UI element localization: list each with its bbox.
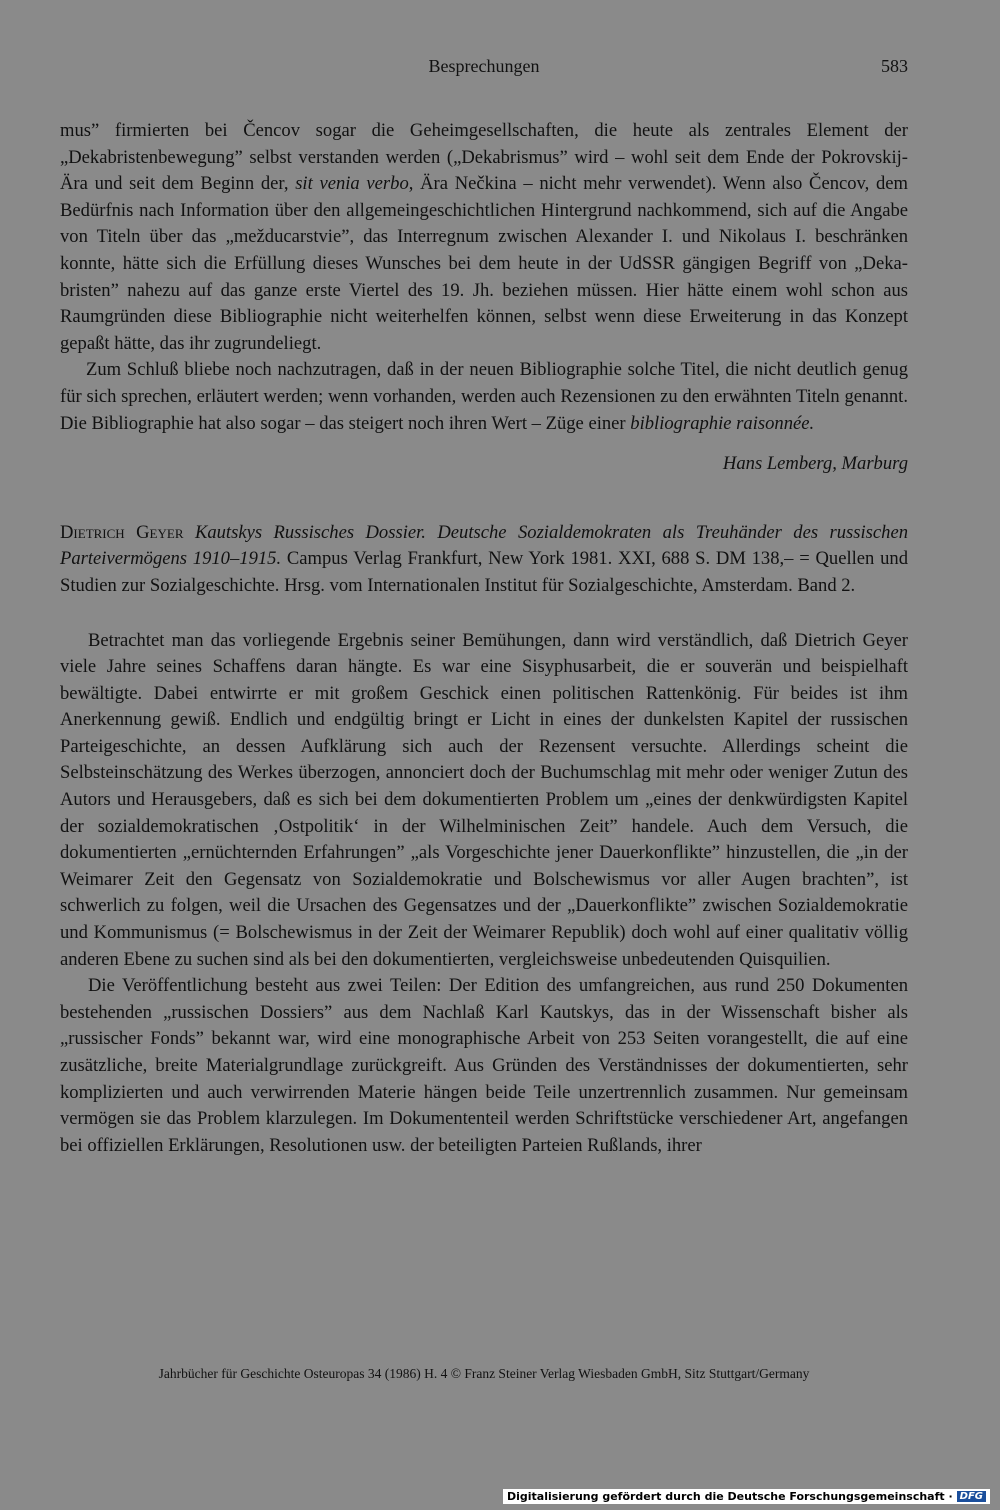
page-header	[60, 56, 908, 84]
review1-p1-text2: , Ära Nečkina – nicht mehr verwendet). Wenn also Čencov, dem Bedürfnis nach Information über den allgemeingeschichtlichen Hintergrund nachkommend, sich auf die Angabe von Titeln über das „mežducarstvie”, das Interregnum zwischen Alexander I. und Nikolaus I. beschränken konnte, hätte sich die Erfüllung dieses Wunsches bei dem heute in der UdSSR gängigen Begriff von „Dekabristen” nahezu auf das ganze erste Viertel des 19. Jh. beziehen müssen. Hier hätte einem wohl schon aus Raumgründen diese Bibliographie nicht weiterhelfen können, selbst wenn diese Erweiterung in das Konzept gepaßt hätte, das ihr zugrundeliegt.	[60, 173, 909, 354]
review2-biblio: Campus Verlag Frankfurt, New York 1981. XXI, 688 S. DM 138,– = Quellen und Studien zur Sozialgeschichte. Hrsg. vom Internationalen Institut für Sozialgeschichte, Amsterdam. Band 2.	[60, 548, 908, 596]
review1-p2-italic: bibliographie raisonnée.	[630, 412, 815, 434]
review2-paragraph-1: Betrachtet man das vorliegende Ergebnis seiner Bemühungen, dann wird verständlich, daß Dietrich Geyer viele Jahre seines Schaffens daran hängte. Es war eine Sisyphusarbeit, die er souverän und beispielhaft bewältigte. Dabei entwirrte er mit großem Geschick einen politischen Rattenkönig. Für beides ist ihm Anerkennung gewiß. Endlich und endgültig bringt er Licht in eines der dunkelsten Kapitel der russischen Parteigeschichte, an dessen Aufklärung sich auch der Rezensent versuchte. Allerdings scheint die Selbsteinschätzung des Werkes überzogen, annonciert doch der Buchumschlag mit mehr oder weniger Zutun des Autors und Herausgebers, daß es sich bei dem dokumentierten Problem um „eines der denkwürdigsten Kapitel der sozialdemokratischen ‚Ostpolitik‘ in der Wilhelminischen Zeit” handele. Auch dem Versuch, die dokumentierten „ernüchternden Erfahrungen” „als Vorgeschichte jener Dauerkonflikte” hinzustellen, die „in der Weimarer Zeit den Gegensatz von Sozialdemokratie und Bolschewismus vor aller Augen brachten”, ist schwerlich zu folgen, weil die Ursachen des Gegensatzes und der „Dauerkonflikte” zwischen Sozialdemokratie und Kommunismus (= Bolschewismus in der Zeit der Weimarer Republik) doch wohl auf einer qualitativ völlig anderen Ebene zu suchen sind als bei den dokumentierten, vergleichsweise unbedeutenden Quisquilien.	[60, 629, 908, 970]
review2-author: Dietrich Geyer	[60, 521, 184, 543]
journal-citation-footer: Jahrbücher für Geschichte Osteuropas 34 (1986) H. 4 © Franz Steiner Verlag Wiesbaden GmbH, Sitz Stuttgart/Germany	[158, 1366, 810, 1381]
digitization-notice-text: Digitalisierung gefördert durch die Deutsche Forschungsgemeinschaft ·	[506, 1490, 953, 1503]
dfg-logo-icon: DFG	[957, 1491, 986, 1502]
review1-paragraph-1	[60, 118, 908, 357]
review1-p1-text: mus” firmierten bei Čencov sogar die Geheimgesellschaften, die heute als zentrales Element der „Dekabristenbewegung” selbst verstanden werden („Dekabrismus” wird – wohl seit dem Ende der Pokrovskij-Ära und seit dem Beginn der,	[60, 120, 908, 195]
running-head: Besprechungen	[428, 56, 540, 76]
review2-title: Kautskys Russisches Dossier. Deutsche Sozialdemokraten als Treuhänder des russischen Parteivermögens 1910–1915.	[60, 521, 908, 570]
digitization-notice	[503, 1489, 990, 1504]
review2-paragraph-2: Die Veröffentlichung besteht aus zwei Teilen: Der Edition des umfangreichen, aus rund 250 Dokumenten bestehenden „russischen Dossiers” aus dem Nachlaß Karl Kautskys, das in der Wissenschaft bisher als „russischer Fonds” bekannt war, wird eine monographische Arbeit von 253 Seiten vorangestellt, die auf eine zusätzliche, breite Materialgrundlage zurückgreift. Aus Gründen des Verständnisses der dokumentierten, sehr komplizierten und auch verwirrenden Materie hängen beide Teile unzertrennlich zusammen. Nur gemeinsam vermögen sie das Problem klarzulegen. Im Dokumententeil werden Schriftstücke verschiedener Art, angefangen bei offiziellen Erklärungen, Resolutionen usw. der beteiligten Parteien Rußlands, ihrer	[60, 975, 908, 1156]
section-spacer	[60, 600, 908, 628]
review1-signature: Hans Lemberg, Marburg	[722, 453, 908, 475]
page-number: 583	[881, 56, 908, 76]
review2-heading	[60, 520, 908, 600]
review1-p1-italic: sit venia verbo	[295, 173, 409, 195]
body-text	[60, 118, 908, 1159]
review1-p2-text: Zum Schluß bliebe noch nachzutragen, daß in der neuen Bibliographie solche Titel, die nicht deutlich genug für sich sprechen, erläutert werden; wenn vorhanden, werden auch Rezensionen zu den erwähnten Titeln genannt. Die Bibliographie hat also sogar – das steigert noch ihren Wert – Züge einer	[60, 359, 908, 434]
review1-paragraph-2	[60, 357, 908, 437]
